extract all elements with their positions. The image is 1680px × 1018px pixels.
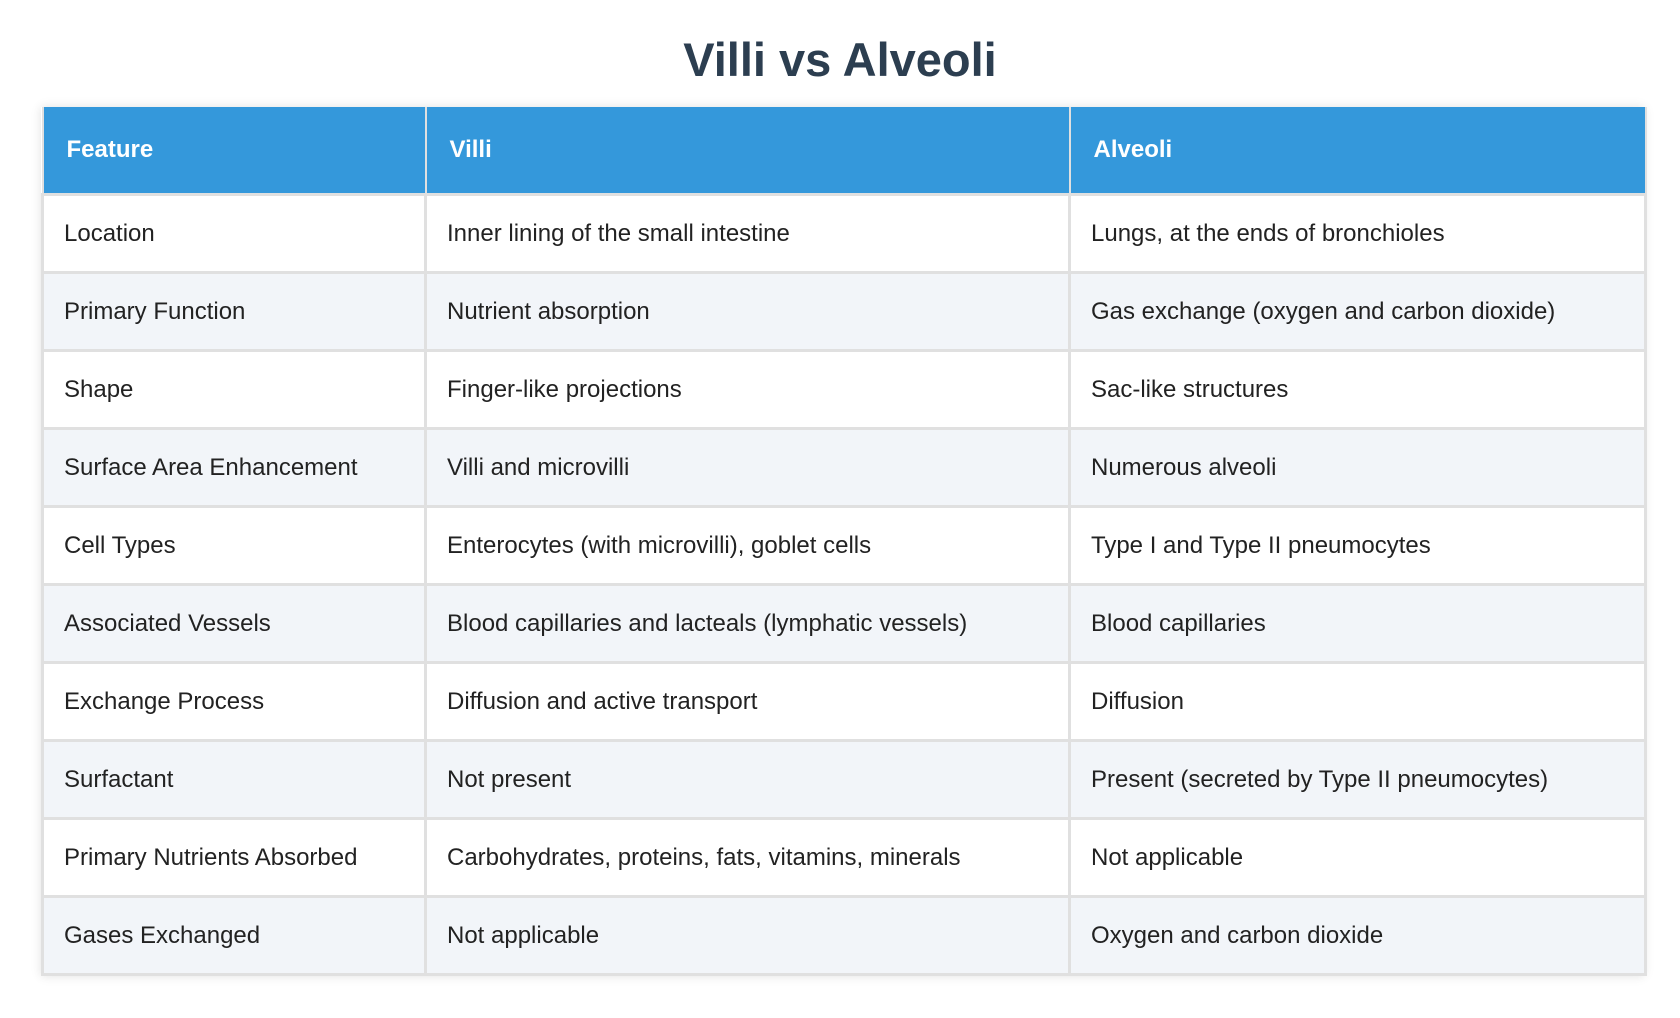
cell-feature: Gases Exchanged [43,897,426,975]
cell-alveoli: Diffusion [1070,663,1646,741]
cell-feature: Shape [43,351,426,429]
table-row [43,429,1646,507]
table-row [43,195,1646,273]
header-villi: Villi [426,107,1070,195]
header-alveoli: Alveoli [1070,107,1646,195]
cell-villi: Finger-like projections [426,351,1070,429]
cell-villi: Nutrient absorption [426,273,1070,351]
cell-villi: Carbohydrates, proteins, fats, vitamins, minerals [426,819,1070,897]
cell-alveoli: Gas exchange (oxygen and carbon dioxide) [1070,273,1646,351]
cell-alveoli: Not applicable [1070,819,1646,897]
table-row [43,897,1646,975]
cell-alveoli: Blood capillaries [1070,585,1646,663]
cell-feature: Exchange Process [43,663,426,741]
page-title: Villi vs Alveoli [683,33,997,86]
table-row [43,351,1646,429]
cell-alveoli: Oxygen and carbon dioxide [1070,897,1646,975]
cell-feature: Primary Nutrients Absorbed [43,819,426,897]
cell-feature: Surfactant [43,741,426,819]
cell-feature: Associated Vessels [43,585,426,663]
cell-feature: Location [43,195,426,273]
cell-feature: Cell Types [43,507,426,585]
cell-alveoli: Present (secreted by Type II pneumocytes) [1070,741,1646,819]
cell-alveoli: Lungs, at the ends of bronchioles [1070,195,1646,273]
cell-alveoli: Numerous alveoli [1070,429,1646,507]
header-feature: Feature [43,107,426,195]
table-row [43,819,1646,897]
table-row [43,273,1646,351]
cell-villi: Not present [426,741,1070,819]
cell-alveoli: Sac-like structures [1070,351,1646,429]
cell-villi: Blood capillaries and lacteals (lymphatic vessels) [426,585,1070,663]
cell-villi: Diffusion and active transport [426,663,1070,741]
comparison-table-container [41,107,1644,976]
cell-alveoli: Type I and Type II pneumocytes [1070,507,1646,585]
cell-feature: Surface Area Enhancement [43,429,426,507]
cell-villi: Villi and microvilli [426,429,1070,507]
table-row [43,663,1646,741]
table-row [43,741,1646,819]
cell-villi: Not applicable [426,897,1070,975]
table-row [43,507,1646,585]
table-row [43,585,1646,663]
cell-feature: Primary Function [43,273,426,351]
table-header-row [43,107,1646,195]
cell-villi: Enterocytes (with microvilli), goblet cells [426,507,1070,585]
comparison-table [41,107,1647,976]
cell-villi: Inner lining of the small intestine [426,195,1070,273]
